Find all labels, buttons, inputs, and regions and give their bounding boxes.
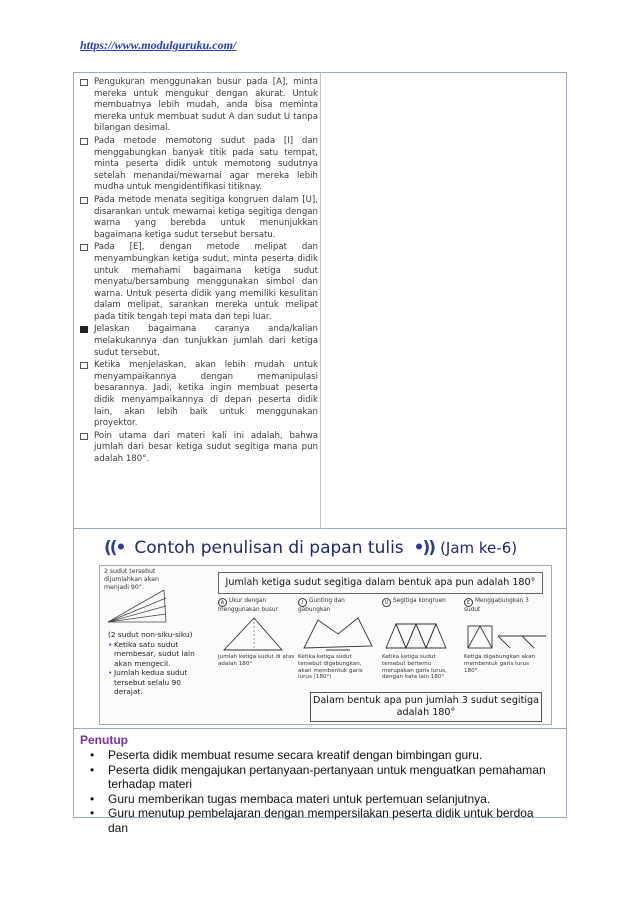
main-statement: Jumlah ketiga sudut segitiga dalam bentuk apa pun adalah 180° (218, 572, 543, 594)
board-left-note: 2 sudut tersebut dijumlahkan akan menjadi 90°. (104, 568, 159, 591)
closing-item: • Peserta didik membuat resume secara kreatif dengan bimbingan guru. (80, 748, 566, 763)
checkbox-bullet-icon (80, 244, 88, 251)
left-summary (108, 630, 208, 697)
protractor-triangle-drawing (218, 614, 288, 654)
closing-item: • Guru menutup pembelajaran dengan mempersilakan peserta didik untuk berdoa dan (80, 806, 566, 835)
filled-square-bullet-icon (80, 326, 88, 333)
conclusion-box: Dalam bentuk apa pun jumlah 3 sudut segitiga adalah 180° (310, 692, 542, 722)
method-e-label: E Menggabungkan 3 sudut (464, 598, 529, 613)
method-u-label: U Segitiga kongruen (382, 598, 462, 607)
note-item: Pada metode memotong sudut pada [I] dan menggabungkan banyak titik pada satu tempat, minta peserta didik untuk memotong sudutnya setelah menandai/mewarnai agar mereka lebih mudha untuk mengidentifikasi titiknay. (80, 136, 318, 194)
checkbox-bullet-icon (80, 433, 88, 440)
left-summary-item: • Jumlah kedua sudut tersebut selalu 90 derajat. (108, 668, 208, 697)
method-a-label: A Ukur dengan menggunakan busur (218, 598, 278, 613)
teacher-notes (80, 77, 318, 467)
closing-item: • Guru memberikan tugas membaca materi untuk pertemuan selanjutnya. (80, 792, 566, 807)
checkbox-bullet-icon (80, 79, 88, 86)
method-a-caption: Jumlah ketiga sudut di atas adalah 180° (218, 654, 295, 667)
lesson-table (73, 72, 567, 835)
method-i-label: I Gunting dan gabungkan (298, 598, 345, 613)
board-session: (Jam ke-6) (440, 539, 518, 557)
closing-list (80, 748, 566, 836)
closing-row (74, 730, 566, 835)
angle-fan-drawing (106, 586, 170, 626)
board-heading (104, 535, 517, 561)
method-e-caption: Ketiga digabungkan akan membentuk garis lurus 180° (464, 654, 536, 674)
sound-waves-right-icon: •)) (413, 538, 435, 558)
congruent-triangles-drawing (382, 614, 462, 654)
left-summary-title: (2 sudut non-siku-siku) (108, 630, 193, 639)
method-mark: U (382, 598, 391, 607)
left-summary-item: • Ketika satu sudut membesar, sudut lain akan mengecil. (108, 640, 208, 669)
teacher-notes-row (74, 73, 566, 529)
site-link[interactable]: https://www.modulguruku.com/ (80, 38, 237, 52)
board-example-row (74, 529, 566, 729)
checkbox-bullet-icon (80, 138, 88, 145)
whiteboard-figure (99, 565, 552, 725)
method-mark: A (218, 598, 227, 607)
note-item: Ketika menjelaskan, akan lebih mudah untuk menyampaikannya dengan memanipulasi besarannya. Jadi, ketika ingin membuat peserta didik menyampaikannya di depan peserta didik lain, akan lebih baik untuk menggunakan proyektor. (80, 360, 318, 430)
checkbox-bullet-icon (80, 362, 88, 369)
folded-angles-drawing (464, 614, 550, 654)
board-title: Contoh penulisan di papan tulis (134, 538, 404, 558)
closing-title: Penutup (80, 733, 128, 747)
checkbox-bullet-icon (80, 197, 88, 204)
note-item: Pada [E], dengan metode melipat dan menyambungkan ketiga sudut, minta peserta didik untuk memahami bagaimana ketiga sudut menyatu/bersambung menggunakan simbol dan warna. Untuk peserta didik yang memiliki kesulitan dalam melipat, sarankan mereka untuk melipat pada titik tengah tepi mata dan tepi luar. (80, 242, 318, 323)
method-u-caption: Ketika ketiga sudut tersebut bertemu merupakan garis lurus, dengan kata lain 180° (382, 654, 447, 681)
note-item: Pengukuran menggunakan busur pada [A], minta mereka untuk mengukur dengan akurat. Untuk membuatnya lebih mudah, anda bisa meminta mereka untuk membuat sudut A dan sudut U tanpa bilangan desimal. (80, 77, 318, 135)
sound-waves-left-icon: ((• (104, 538, 125, 558)
cut-angles-drawing (298, 614, 378, 654)
closing-item: • Peserta didik mengajukan pertanyaan-pertanyaan untuk menguatkan pemahaman terhadap materi (80, 763, 566, 792)
column-divider (320, 73, 321, 529)
note-item: Poin utama dari materi kali ini adalah, bahwa jumlah dari besar ketiga sudut segitiga mana pun adalah 180°. (80, 431, 318, 466)
method-mark: E (464, 598, 473, 607)
note-item: Pada metode menata segitiga kongruen dalam [U], disarankan untuk mewarnai ketiga segitiga dengan warna yang berebda untuk menunjukkan bagaimana ketiga sudut tersebut bersatu. (80, 195, 318, 241)
method-i-caption: Ketika ketiga sudut tersebut digabungkan, akan membentuk garis lurus (180°) (298, 654, 363, 681)
method-mark: I (298, 598, 307, 607)
note-item: Jelaskan bagaimana caranya anda/kalian melakukannya dan tunjukkan jumlah dari ketiga sudut tersebut. (80, 324, 318, 359)
